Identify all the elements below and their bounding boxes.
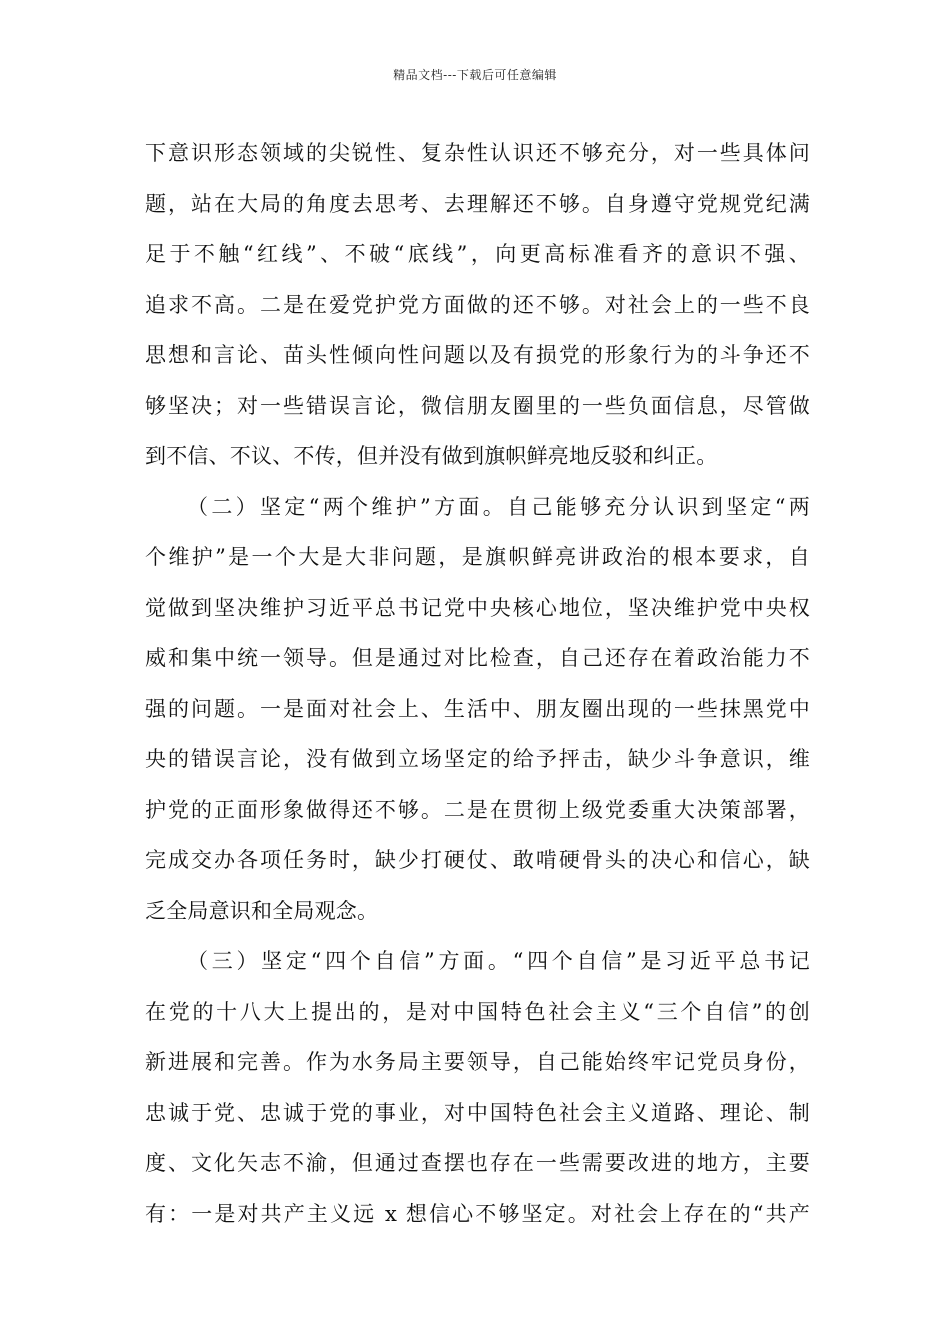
text-line: 度、文化矢志不渝，但通过查摆也存在一些需要改进的地方，主要 bbox=[145, 1151, 810, 1175]
text-line: 护党的正面形象做得还不够。二是在贯彻上级党委重大决策部署， bbox=[145, 797, 810, 822]
text-line: 央的错误言论，没有做到立场坚定的给予抨击，缺少斗争意识，维 bbox=[145, 747, 810, 771]
text-line: 忠诚于党、忠诚于党的事业，对中国特色社会主义道路、理论、制 bbox=[145, 1100, 810, 1125]
text-line: 新进展和完善。作为水务局主要领导，自己能始终牢记党员身份， bbox=[145, 1050, 810, 1074]
text-line: 思想和言论、苗头性倾向性问题以及有损党的形象行为的斗争还不 bbox=[145, 343, 810, 367]
document-body bbox=[145, 128, 810, 1239]
text-line: 强的问题。一是面对社会上、生活中、朋友圈出现的一些抹黑党中 bbox=[145, 696, 810, 721]
paragraph-1 bbox=[145, 128, 810, 482]
text-line: 个维护”是一个大是大非问题，是旗帜鲜亮讲政治的根本要求，自 bbox=[145, 545, 810, 569]
text-line: 有：一是对共产主义远 x 想信心不够坚定。对社会上存在的“共产 bbox=[145, 1201, 810, 1226]
paragraph-3 bbox=[145, 936, 810, 1239]
text-line: 在党的十八大上提出的，是对中国特色社会主义“三个自信”的创 bbox=[145, 999, 810, 1024]
page-header: 精品文档---下载后可任意编辑 bbox=[393, 68, 557, 82]
text-line: （三）坚定“四个自信”方面。“四个自信”是习近平总书记 bbox=[187, 949, 810, 973]
text-line: 足于不触“红线”、不破“底线”，向更高标准看齐的意识不强、 bbox=[145, 242, 810, 266]
text-line: 下意识形态领域的尖锐性、复杂性认识还不够充分，对一些具体问 bbox=[145, 141, 810, 165]
text-line: 威和集中统一领导。但是通过对比检查，自己还存在着政治能力不 bbox=[145, 646, 810, 670]
text-line: 够坚决；对一些错误言论，微信朋友圈里的一些负面信息，尽管做 bbox=[145, 393, 810, 418]
text-line: 到不信、不议、不传，但并没有做到旗帜鲜亮地反驳和纠正。 bbox=[145, 444, 718, 468]
text-line: 题，站在大局的角度去思考、去理解还不够。自身遵守党规党纪满 bbox=[145, 191, 810, 216]
text-line: 完成交办各项任务时，缺少打硬仗、敢啃硬骨头的决心和信心，缺 bbox=[145, 848, 810, 872]
text-line: 追求不高。二是在爱党护党方面做的还不够。对社会上的一些不良 bbox=[145, 292, 810, 317]
text-line: 乏全局意识和全局观念。 bbox=[145, 898, 379, 923]
text-line: （二）坚定“两个维护”方面。自己能够充分认识到坚定“两 bbox=[187, 494, 810, 519]
text-line: 觉做到坚决维护习近平总书记党中央核心地位，坚决维护党中央权 bbox=[145, 595, 810, 620]
paragraph-2 bbox=[145, 482, 810, 937]
